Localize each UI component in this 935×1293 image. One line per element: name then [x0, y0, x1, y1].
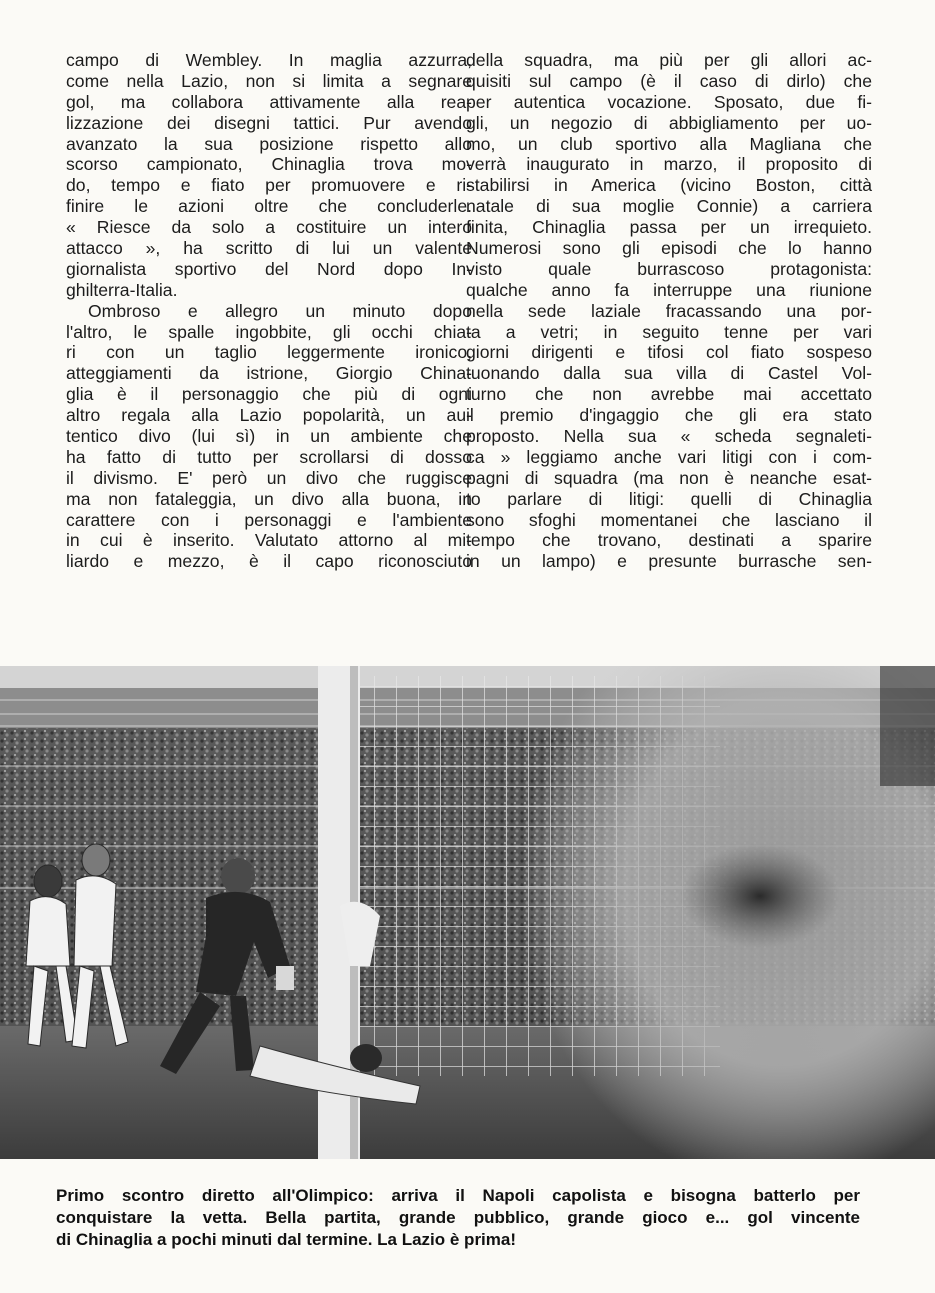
text-line: glia è il personaggio che più di ogni	[66, 384, 472, 405]
text-line: gli, un negozio di abbigliamento per uo-	[466, 112, 872, 133]
text-line: in cui è inserito. Valutato attorno al mi-	[66, 530, 472, 551]
text-line: Ombroso e allegro un minuto dopo	[88, 300, 472, 321]
text-line: finire le azioni oltre che concluderle.	[66, 196, 472, 217]
text-line: come nella Lazio, non si limita a segnare	[66, 70, 472, 91]
text-line: carattere con i personaggi e l'ambiente	[66, 509, 472, 530]
text-line: ha fatto di tutto per scrollarsi di dosso	[66, 446, 472, 467]
text-line: proposto. Nella sua « scheda segnaleti-	[466, 426, 872, 447]
text-line: finita, Chinaglia passa per un irrequieto.	[466, 217, 872, 238]
text-line: in un lampo) e presunte burrasche sen-	[466, 551, 872, 572]
match-photo	[0, 666, 935, 1159]
text-line: tempo che trovano, destinati a sparire	[466, 530, 872, 551]
text-line: ri con un taglio leggermente ironico,	[66, 342, 472, 363]
caption-line: di Chinaglia a pochi minuti dal termine. La Lazio è prima!	[56, 1230, 517, 1249]
text-line: il divismo. E' però un divo che ruggisce	[66, 467, 472, 488]
text-line: to parlare di litigi: quelli di Chinaglia	[466, 488, 872, 509]
caption-line: Primo scontro diretto all'Olimpico: arriva il Napoli capolista e bisogna batterlo per	[56, 1186, 860, 1205]
text-line: gol, ma collabora attivamente alla rea-	[66, 91, 472, 112]
text-line: natale di sua moglie Connie) a carriera	[466, 196, 872, 217]
text-line: nella sede laziale fracassando una por-	[466, 300, 872, 321]
text-line: do, tempo e fiato per promuovere e ri-	[66, 175, 472, 196]
text-line: per autentica vocazione. Sposato, due fi-	[466, 91, 872, 112]
text-line: giorni dirigenti e tifosi col fiato sospeso	[466, 342, 872, 363]
text-line: ca » leggiamo anche vari litigi con i com-	[466, 446, 872, 467]
text-line: ta a vetri; in seguito tenne per vari	[466, 321, 872, 342]
text-line: tuonando dalla sua villa di Castel Vol-	[466, 363, 872, 384]
text-line: Numerosi sono gli episodi che lo hanno	[466, 238, 872, 259]
text-line: della squadra, ma più per gli allori ac-	[466, 50, 872, 70]
text-line: pagni di squadra (ma non è neanche esat-	[466, 467, 872, 488]
text-line: visto quale burrascoso protagonista:	[466, 258, 872, 279]
photo-caption	[56, 1185, 860, 1251]
text-line: l'altro, le spalle ingobbite, gli occhi chia-	[66, 321, 472, 342]
text-line: lizzazione dei disegni tattici. Pur avendo	[66, 112, 472, 133]
text-line: ghilterra-Italia.	[66, 279, 178, 300]
text-line: mo, un club sportivo alla Magliana che	[466, 133, 872, 154]
text-line: campo di Wembley. In maglia azzurra,	[66, 50, 472, 70]
goal-scene-illustration	[0, 666, 935, 1159]
text-line: quisiti sul campo (è il caso di dirlo) che	[466, 70, 872, 91]
text-line: avanzato la sua posizione rispetto allo	[66, 133, 472, 154]
text-line: giornalista sportivo del Nord dopo In-	[66, 258, 472, 279]
text-line: liardo e mezzo, è il capo riconosciuto	[66, 551, 472, 572]
text-line: il premio d'ingaggio che gli era stato	[466, 405, 872, 426]
text-line: atteggiamenti da istrione, Giorgio China-	[66, 363, 472, 384]
text-line: attacco », ha scritto di lui un valente	[66, 238, 472, 259]
article-column-right	[466, 50, 872, 572]
text-line: turno che non avrebbe mai accettato	[466, 384, 872, 405]
text-line: « Riesce da solo a costituire un intero	[66, 217, 472, 238]
text-line: qualche anno fa interruppe una riunione	[466, 279, 872, 300]
article-column-left	[66, 50, 472, 572]
text-line: ma non fataleggia, un divo alla buona, in	[66, 488, 472, 509]
text-line: tentico divo (lui sì) in un ambiente che	[66, 426, 472, 447]
text-line: scorso campionato, Chinaglia trova mo-	[66, 154, 472, 175]
caption-line: conquistare la vetta. Bella partita, grande pubblico, grande gioco e... gol vincente	[56, 1208, 860, 1227]
text-line: sono sfoghi momentanei che lasciano il	[466, 509, 872, 530]
text-line: altro regala alla Lazio popolarità, un au-	[66, 405, 472, 426]
text-line: stabilirsi in America (vicino Boston, città	[466, 175, 872, 196]
text-line: verrà inaugurato in marzo, il proposito di	[466, 154, 872, 175]
